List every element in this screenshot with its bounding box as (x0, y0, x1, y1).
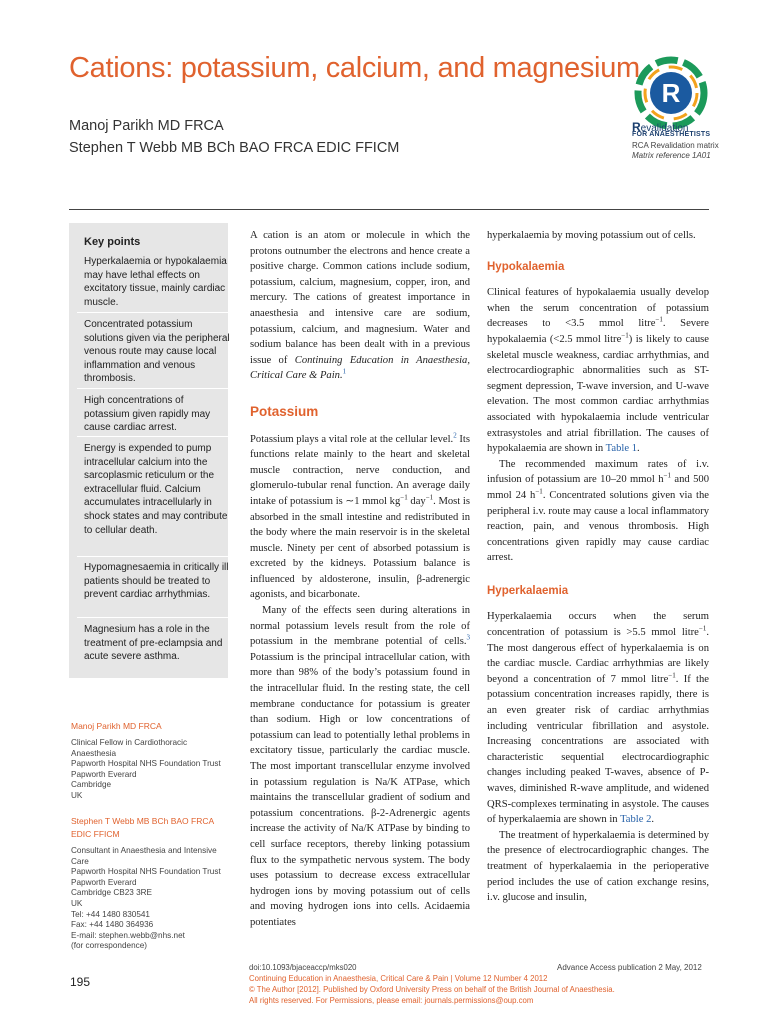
article-title: Cations: potassium, calcium, and magnesium (69, 52, 640, 84)
journal-line: Continuing Education in Anaesthesia, Critical Care & Pain | Volume 12 Number 4 2012 (249, 974, 548, 983)
section-heading-hypokalaemia: Hypokalaemia (487, 260, 565, 273)
key-point-1: Hyperkalaemia or hypokalaemia may have lethal effects on excitatory tissue, mainly cardiac muscle. (84, 256, 227, 308)
affiliation-name-1: Manoj Parikh MD FRCA (71, 721, 162, 731)
section-heading-potassium: Potassium (250, 403, 319, 419)
affiliation-name-2: Stephen T Webb MB BCh BAO FRCA EDIC FFICM (71, 816, 214, 839)
revalidation-reference: Matrix reference 1A01 (632, 151, 711, 160)
revalidation-logo-icon (634, 56, 708, 130)
revalidation-for: FOR ANAESTHETISTS (632, 131, 711, 138)
key-point-4: Energy is expended to pump intracellular calcium into the sarcoplasmic reticulum or the extracellular fluid. Calcium accumulates intracellularly in shock states and may contribute to cellular death. (84, 443, 228, 536)
body-column-middle (250, 228, 470, 931)
author-2: Stephen T Webb MB BCh BAO FRCA EDIC FFICM (69, 140, 400, 156)
header-rule (69, 209, 709, 210)
table-1-link[interactable]: Table 1 (605, 443, 637, 455)
hypokalaemia-paragraph-2: The recommended maximum rates of i.v. infusion of potassium are 10–20 mmol $h^{-1}$ and 500 mmol 24 $h^{-1}$. Concentrated solutions given via the peripheral i.v. route may cause a local inflammatory reaction, pain, and venous thrombosis. High concentrations given rapidly may cause cardiac arrest. (487, 458, 710, 564)
key-point-divider (77, 556, 228, 557)
intro-paragraph: A cation is an atom or molecule in which the protons outnumber the electrons and hence create a positive charge. Common cations include sodium, potassium, calcium, magnesium, copper, iron, and mercury. The cations of greatest importance in anaesthesia and intensive care are sodium, potassium, calcium, and magnesium. Water and sodium balance has been dealt with in a previous issue of Continuing Education in Anaesthesia, Critical Care & Pain.$^1$ (250, 230, 470, 382)
revalidation-brand: Revalidation (632, 120, 689, 134)
copyright-line: © The Author [2012]. Published by Oxford University Press on behalf of the British Journal of Anaesthesia. (249, 985, 615, 994)
potassium-paragraph-1: Potassium plays a vital role at the cellular level.$^2$ Its functions relate mainly to the heart and skeletal muscle contraction, nerve conduction, and glomerulo-tubular renal function. An average daily intake of potassium is ∼1 mmol $kg^{-1}$ day$^{-1}$. Most is absorbed in the small intestine and redistributed in the body where the main reservoir is in the skeletal muscle. Ninety per cent of absorbed potassium is excreted by the kidneys. Potassium balance is influenced by aldosterone, insulin, β-adrenergic agonists, and bicarbonate. (250, 431, 470, 601)
section-heading-hyperkalaemia: Hyperkalaemia (487, 584, 569, 597)
key-point-3: High concentrations of potassium given rapidly may cause cardiac arrest. (84, 395, 211, 434)
doi: doi:10.1093/bjaceaccp/mks020 (249, 963, 357, 972)
key-point-6: Magnesium has a role in the treatment of pre-eclampsia and acute severe asthma. (84, 624, 223, 663)
key-point-divider (77, 436, 228, 437)
key-point-5: Hypomagnesaemia in critically ill patients should be treated to prevent cardiac arrhythmias. (84, 562, 229, 601)
key-points-title: Key points (84, 236, 141, 248)
affiliation-1: Clinical Fellow in Cardiothoracic Anaesthesia Papworth Hospital NHS Foundation Trust Papworth Everard Cambridge UK (71, 738, 221, 800)
page-number: 195 (70, 975, 91, 989)
hypokalaemia-paragraph-1: Clinical features of hypokalaemia usually develop when the serum concentration of potassium decreases to <3.5 mmol litre$^{-1}$. Severe hypokalaemia (<2.5 mmol litre$^{-1}$) is likely to cause skeletal muscle weakness, cardiac arrhythmias, and electrocardiographic abnormalities such as ST-segment depression, T-wave inversion, and U-wave elevation. The most common cardiac arrhythmias associated with hypokalaemia include ventricular extrasystoles and atrial fibrillation. The causes of hypokalaemia are shown in Table 1. (487, 287, 709, 455)
table-2-link[interactable]: Table 2 (620, 814, 652, 826)
key-point-divider (77, 388, 228, 389)
advance-access: Advance Access publication 2 May, 2012 (557, 963, 702, 972)
author-1: Manoj Parikh MD FRCA (69, 118, 224, 134)
revalidation-matrix: RCA Revalidation matrix (632, 141, 719, 150)
revalidation-logo-letter: R (661, 78, 681, 108)
affiliation-2: Consultant in Anaesthesia and Intensive Care Papworth Hospital NHS Foundation Trust Papworth Everard Cambridge CB23 3RE UK Tel: +44 1480 830541 Fax: +44 1480 364936 E-mail: stephen.webb@nhs.net (for correspondence) (71, 846, 233, 952)
hyperkalaemia-paragraph-1: Hyperkalaemia occurs when the serum concentration of potassium is >5.5 mmol litre$^{-1}$. The most dangerous effect of hyperkalaemia is on the cardiac muscle. Cardiac arrhythmias are likely beyond a concentration of 7 mmol litre$^{-1}$. If the potassium concentration increases rapidly, there is an even greater risk of cardiac arrhythmias including ventricular fibrillation and asystole. Increasing concentrations are associated with characteristic sequential electrocardiographic changes including peaked T-waves, absence of P-waves, diminished R-wave amplitude, and widened QRS-complexes terminating in asystole. The causes of hyperkalaemia are shown in Table 2. (487, 611, 709, 826)
body-column-right (487, 228, 709, 906)
potassium-paragraph-2: Many of the effects seen during alterations in normal potassium levels result from the role of potassium in the membrane potential of cells.$^3$ Potassium is the principal intracellular cation, with more than 98% of the body’s potassium found in the intracellular fluid. In the resting state, the cell membrane conductance for potassium is greater than sodium. High or low concentrations of potassium can lead to potentially lethal problems in excitatory tissue, particularly the cardiac muscle. The most important transcellular enzyme involved in potassium regulation is Na/K ATPase, which maintains the transcellular gradient of sodium and potassium concentrations. β-2-Adrenergic agents increase the activity of Na/K ATPase by binding to cell surface receptors, thereby linking potassium flux to the sympathetic nervous system. The body uses potassium to decrease excess extracellular hydrogen ions by moving potassium out of cells and moving hydrogen ions into cells. Acidaemia potentiates (250, 605, 470, 928)
key-point-divider (77, 617, 228, 618)
rights-line: All rights reserved. For Permissions, please email: journals.permissions@oup.com (249, 996, 534, 1005)
hyperkalaemia-paragraph-2: The treatment of hyperkalaemia is determined by the presence of electrocardiographic changes. The treatment of hyperkalaemia in the perioperative period includes the use of cation exchange resins, i.v. glucose and insulin, (487, 829, 709, 904)
email-link: E-mail: stephen.webb@nhs.net (71, 930, 185, 940)
continued-paragraph: hyperkalaemia by moving potassium out of cells. (487, 230, 696, 241)
key-point-2: Concentrated potassium solutions given via the peripheral venous route may cause local inflammation and venous thrombosis. (84, 319, 230, 385)
key-point-divider (77, 312, 228, 313)
